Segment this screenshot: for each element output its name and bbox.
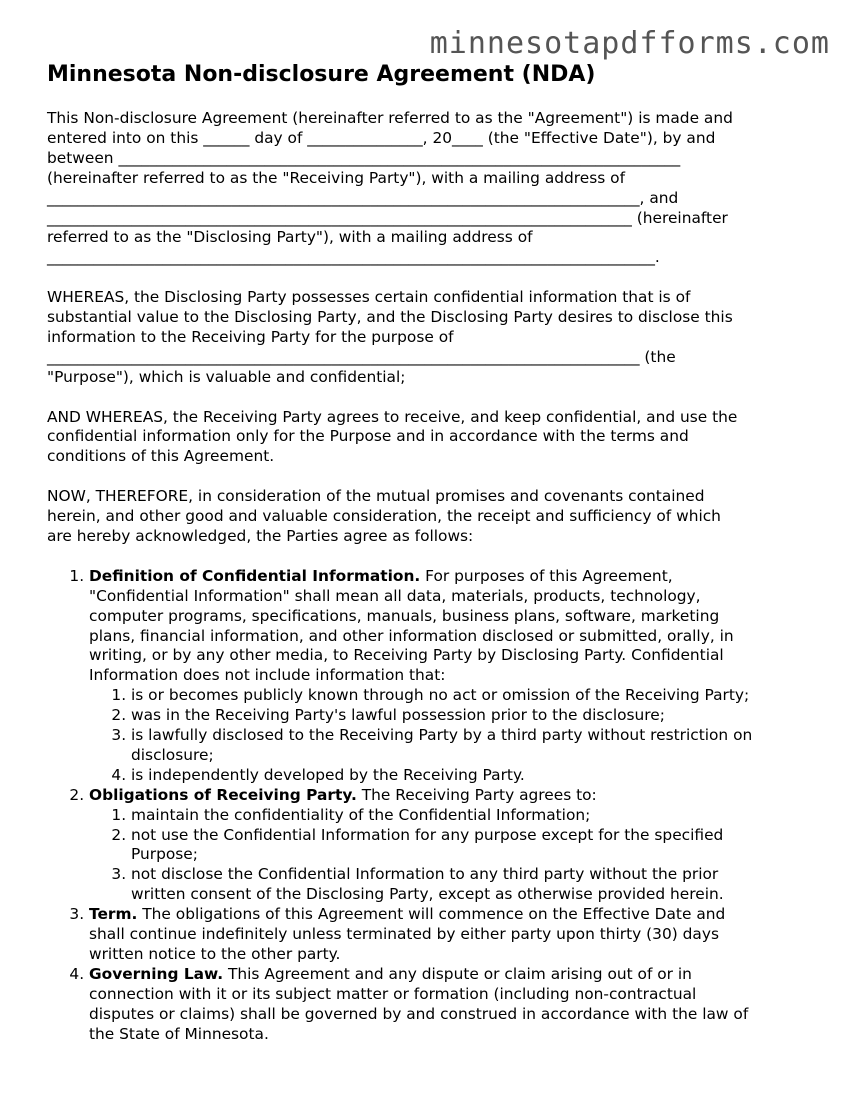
intro-line: ____________________________________________________________________________ (hereinafter (47, 208, 728, 227)
agreement-sections (47, 567, 817, 1045)
now-therefore-paragraph (47, 487, 817, 547)
section-line: the State of Minnesota. (89, 1024, 269, 1043)
and-whereas-line: conditions of this Agreement. (47, 447, 275, 466)
section-obligations (89, 786, 817, 905)
section-line: computer programs, specifications, manuals, business plans, software, marketing (89, 606, 720, 625)
section-line: Information does not include information that: (89, 666, 446, 685)
section-heading: Obligations of Receiving Party. (89, 785, 357, 804)
whereas-paragraph (47, 288, 817, 388)
list-item-text: is independently developed by the Receiving Party. (131, 765, 525, 784)
and-whereas-line: AND WHEREAS, the Receiving Party agrees to receive, and keep confidential, and use the (47, 407, 738, 426)
list-item (131, 826, 817, 866)
section-heading: Term. (89, 905, 138, 924)
section-line: written notice to the other party. (89, 945, 341, 963)
intro-line: referred to as the "Disclosing Party"), with a mailing address of (47, 228, 533, 247)
section-line: writing, or by any other media, to Receiving Party by Disclosing Party. Confidential (89, 646, 724, 665)
intro-line: (hereinafter referred to as the "Receiving Party"), with a mailing address of (47, 168, 626, 187)
now-therefore-line: herein, and other good and valuable consideration, the receipt and sufficiency of which (47, 507, 721, 526)
whereas-line: information to the Receiving Party for the purpose of (47, 327, 454, 346)
section-line: shall continue indefinitely unless terminated by either party upon thirty (30) days (89, 925, 719, 944)
list-item-text: Purpose; (131, 845, 198, 864)
and-whereas-paragraph (47, 408, 817, 468)
section-line: This Agreement and any dispute or claim arising out of or in (223, 964, 692, 983)
list-item-text: is or becomes publicly known through no act or omission of the Receiving Party; (131, 686, 750, 705)
and-whereas-line: confidential information only for the Purpose and in accordance with the terms and (47, 427, 689, 446)
list-item-text: is lawfully disclosed to the Receiving Party by a third party without restriction on (131, 726, 753, 745)
section-line: connection with it or its subject matter or formation (including non-contractual (89, 984, 697, 1003)
site-watermark: minnesotapdfforms.com (429, 26, 830, 61)
now-therefore-line: NOW, THEREFORE, in consideration of the mutual promises and covenants contained (47, 487, 705, 506)
list-item-text: was in the Receiving Party's lawful possession prior to the disclosure; (131, 706, 665, 725)
whereas-line: substantial value to the Disclosing Party, and the Disclosing Party desires to disclose this (47, 308, 733, 327)
list-item (131, 686, 817, 706)
page-title: Minnesota Non-disclosure Agreement (NDA) (47, 62, 596, 87)
section-term (89, 905, 817, 965)
list-item (131, 706, 817, 726)
now-therefore-line: are hereby acknowledged, the Parties agree as follows: (47, 526, 474, 545)
intro-line: between _________________________________________________________________________ (47, 148, 681, 167)
intro-line: This Non-disclosure Agreement (hereinafter referred to as the "Agreement") is made and (47, 109, 733, 127)
section-line: For purposes of this Agreement, (420, 566, 673, 585)
exclusions-list (89, 686, 817, 786)
section-confidential-information (89, 567, 817, 786)
list-item-text: not use the Confidential Information for any purpose except for the specified (131, 825, 724, 844)
document-body (47, 60, 817, 1045)
section-line: "Confidential Information" shall mean all data, materials, products, technology, (89, 586, 701, 605)
whereas-line: "Purpose"), which is valuable and confidential; (47, 367, 406, 386)
list-item-text: not disclose the Confidential Information to any third party without the prior (131, 865, 719, 884)
list-item (131, 726, 817, 766)
section-line: plans, financial information, and other information disclosed or submitted, orally, in (89, 626, 734, 645)
section-heading: Definition of Confidential Information. (89, 566, 421, 585)
obligations-list (89, 806, 817, 906)
intro-line: entered into on this ______ day of _______________, 20____ (the "Effective Date"), by and (47, 128, 716, 147)
list-item-text: maintain the confidentiality of the Confidential Information; (131, 805, 591, 824)
list-item-text: disclosure; (131, 745, 214, 764)
list-item (131, 766, 817, 786)
intro-paragraph (47, 109, 817, 268)
intro-line: _____________________________________________________________________________, and (47, 188, 679, 207)
section-governing-law (89, 965, 817, 1045)
intro-line: _______________________________________________________________________________. (47, 248, 660, 267)
whereas-line: _____________________________________________________________________________ (the (47, 347, 676, 366)
list-item (131, 865, 817, 905)
section-heading: Governing Law. (89, 964, 224, 983)
section-line: The Receiving Party agrees to: (356, 785, 597, 804)
list-item (131, 806, 817, 826)
section-line: The obligations of this Agreement will commence on the Effective Date and (137, 905, 726, 924)
whereas-line: WHEREAS, the Disclosing Party possesses certain confidential information that is of (47, 288, 691, 307)
list-item-text: written consent of the Disclosing Party, except as otherwise provided herein. (131, 885, 724, 904)
section-line: disputes or claims) shall be governed by and construed in accordance with the law of (89, 1004, 749, 1023)
